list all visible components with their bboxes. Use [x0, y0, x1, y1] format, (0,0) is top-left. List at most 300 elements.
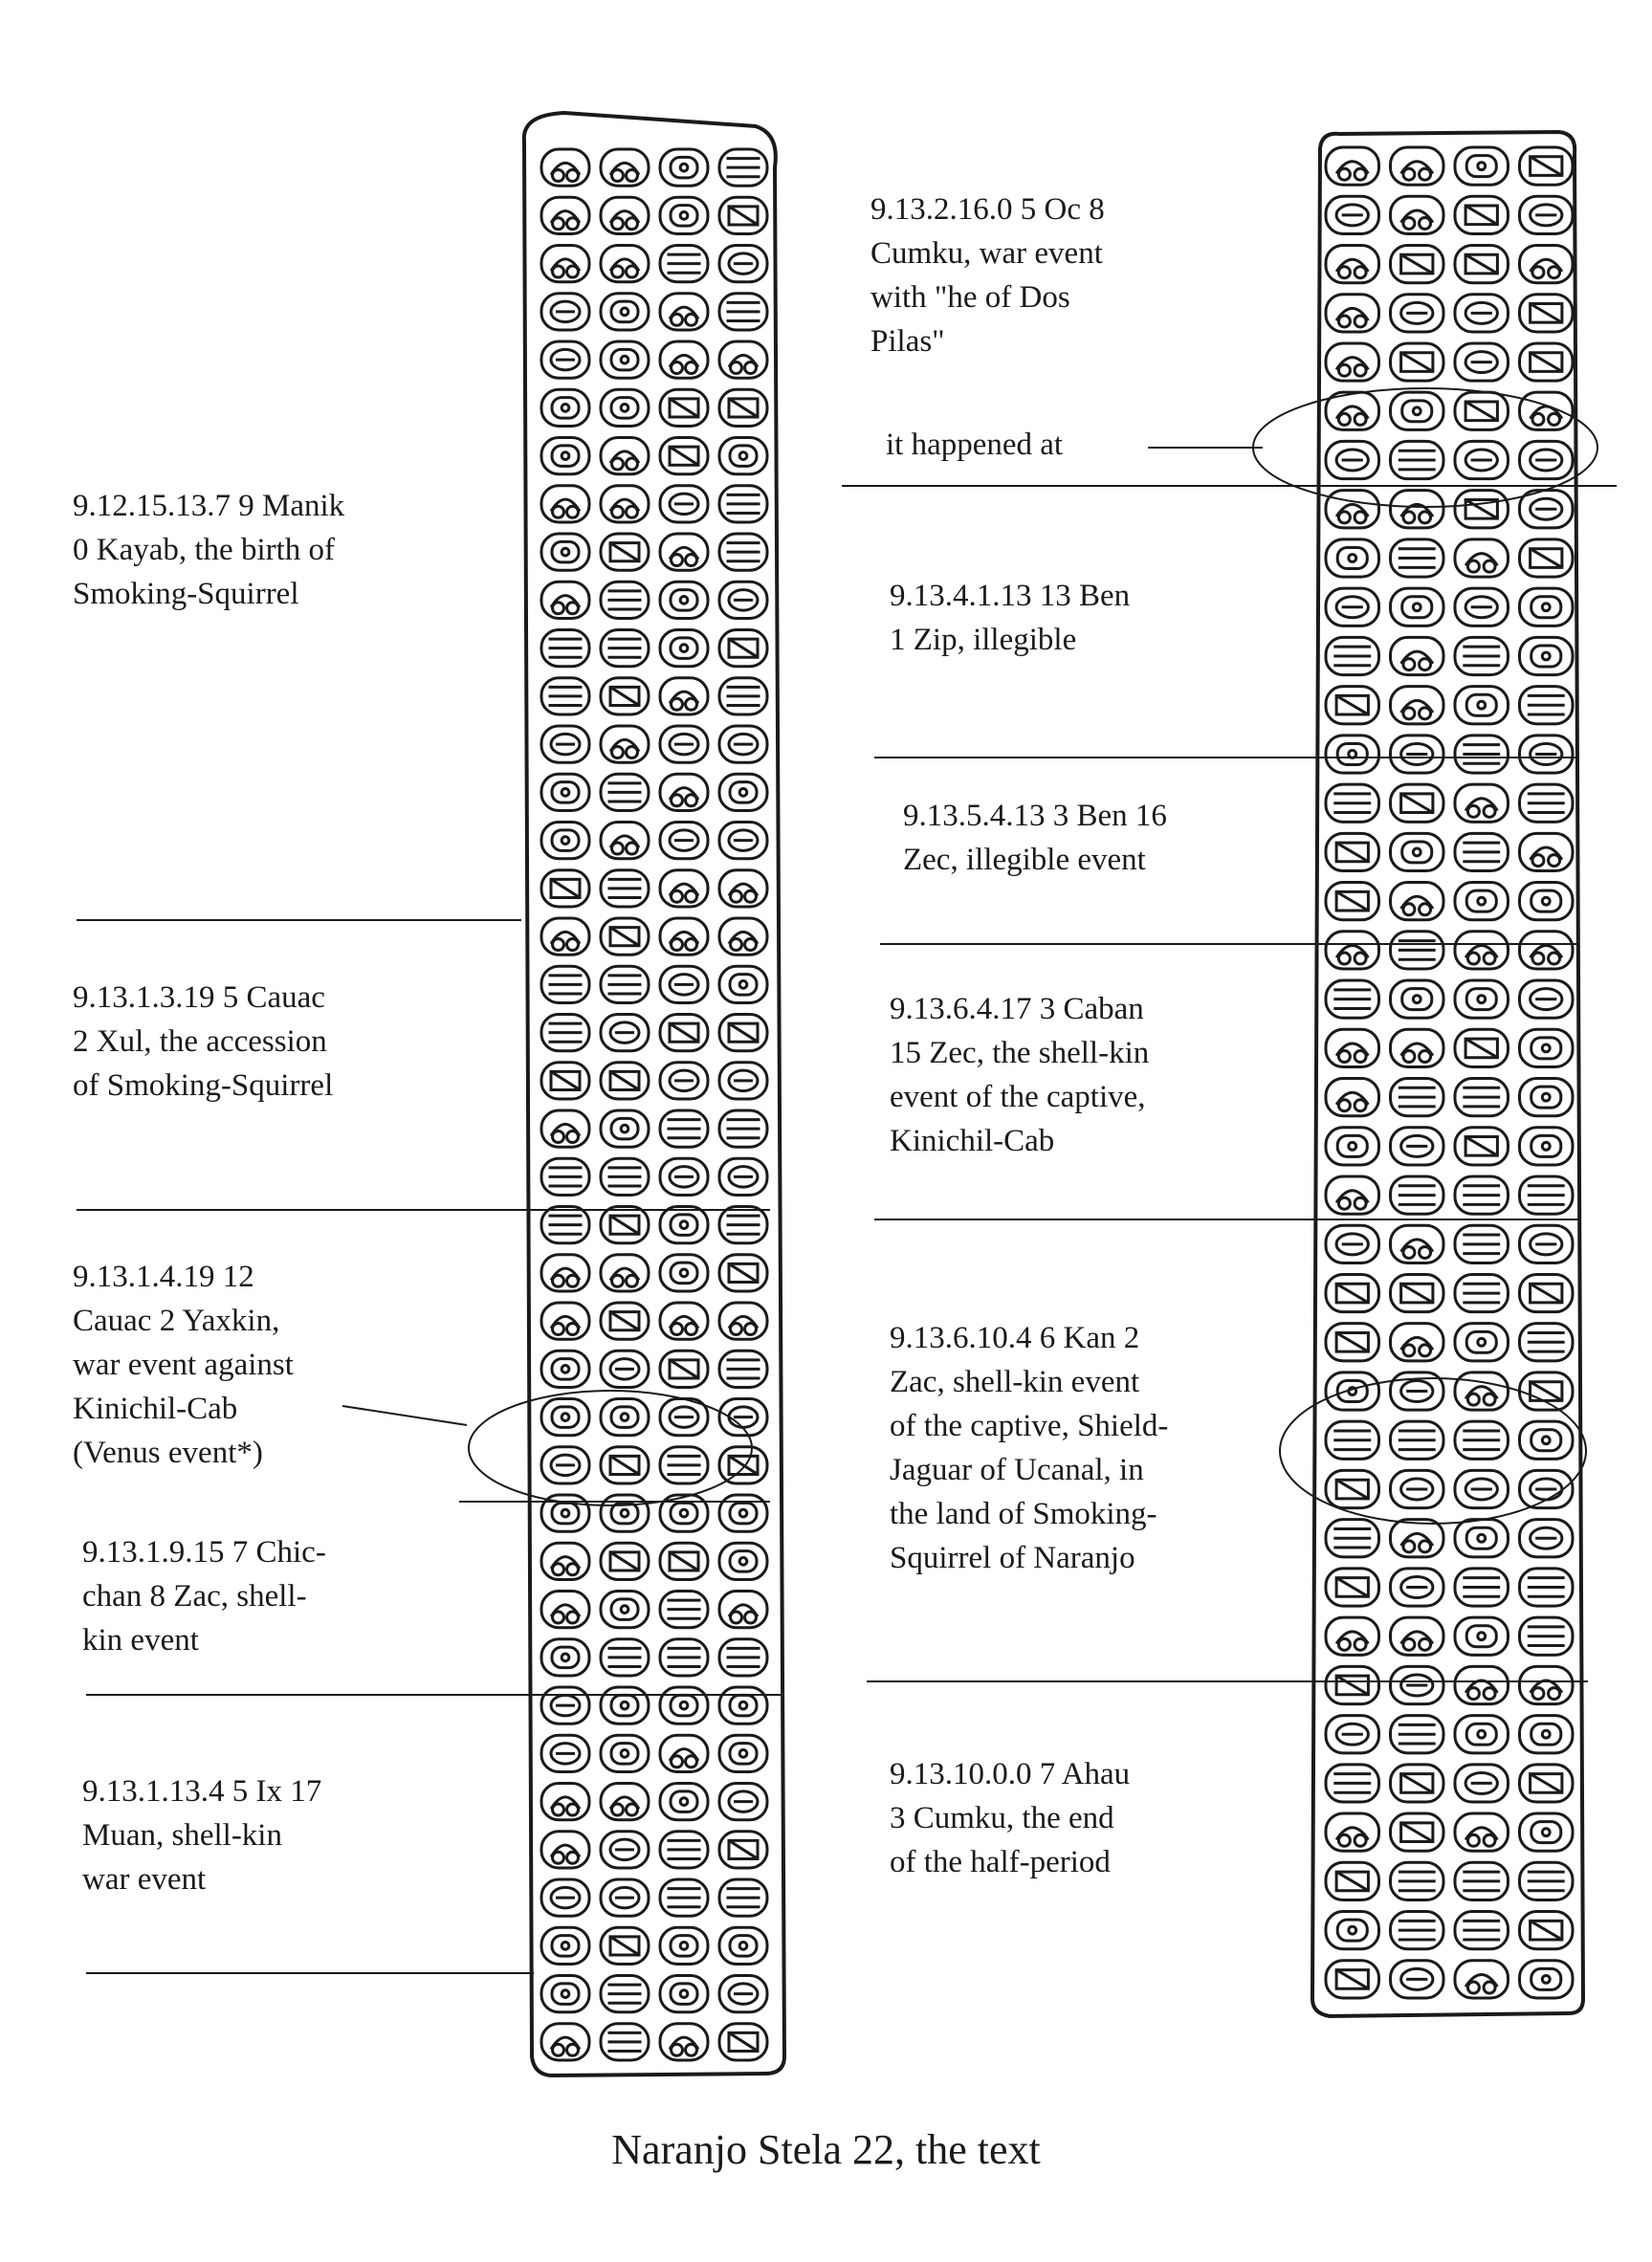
glyph-dot [1542, 604, 1550, 611]
glyph-dot [1403, 904, 1415, 915]
glyph-dot [1549, 855, 1560, 867]
glyph-block [719, 2024, 767, 2060]
glyph-inner-frame [1337, 548, 1367, 569]
glyph-block [601, 870, 649, 907]
glyph-block [660, 870, 708, 907]
glyph-curve [551, 1797, 580, 1809]
glyph-cartouche [660, 678, 708, 714]
glyph-diagonal [1531, 1774, 1562, 1793]
glyph-cartouche [601, 1110, 649, 1147]
glyph-cartouche [601, 149, 649, 186]
glyph-block [541, 341, 589, 378]
glyph-dot [562, 1654, 569, 1661]
glyph-dot [621, 356, 628, 363]
glyph-dot [739, 1509, 747, 1517]
glyph-block [601, 1687, 649, 1724]
glyph-block [1520, 245, 1574, 282]
glyph-dot [1478, 897, 1486, 905]
glyph-block [719, 1879, 767, 1916]
glyph-dot [1355, 953, 1366, 964]
glyph-inner-frame [552, 830, 579, 850]
glyph-block [601, 389, 649, 426]
glyph-dot [621, 1606, 628, 1614]
glyph-curve [1336, 1632, 1368, 1644]
glyph-block [1520, 637, 1574, 674]
glyph-block [601, 197, 649, 233]
glyph-block [1520, 1912, 1574, 1949]
glyph-cartouche [719, 1735, 767, 1771]
glyph-curve [610, 499, 639, 511]
glyph-diagonal [670, 1360, 698, 1378]
glyph-cartouche [719, 774, 767, 810]
glyph-block [601, 582, 649, 618]
glyph-block [660, 246, 708, 282]
glyph-cartouche [1391, 1617, 1444, 1655]
glyph-block [1391, 1813, 1444, 1851]
glyph-inner-frame [552, 1936, 579, 1956]
glyph-cartouche [601, 823, 649, 859]
glyph-diagonal [1401, 353, 1433, 372]
glyph-cartouche [601, 1687, 649, 1724]
glyph-curve [551, 1845, 580, 1856]
glyph-curve [1465, 1974, 1497, 1987]
glyph-block [601, 1735, 649, 1771]
glyph-dot [1403, 1541, 1415, 1552]
glyph-inner-frame [671, 638, 697, 658]
glyph-cartouche [541, 1110, 589, 1147]
glyph-dot [1355, 413, 1366, 425]
glyph-block [601, 246, 649, 282]
glyph-inner-frame [1531, 646, 1561, 667]
glyph-dot [553, 218, 564, 230]
glyph-cartouche [660, 1303, 708, 1339]
glyph-block [719, 726, 767, 762]
glyph-dot [562, 1414, 569, 1421]
glyph-block [1326, 1324, 1379, 1361]
glyph-dot [621, 308, 628, 316]
glyph-inner-frame [730, 1744, 757, 1764]
glyph-block [1520, 392, 1574, 429]
glyph-cartouche [541, 582, 589, 618]
glyph-dot [1349, 1142, 1356, 1150]
glyph-dot [612, 747, 624, 758]
glyph-block [1391, 784, 1444, 822]
glyph-cartouche [541, 1303, 589, 1339]
glyph-block [601, 486, 649, 522]
glyph-cartouche [541, 2024, 589, 2060]
glyph-curve [551, 596, 580, 607]
glyph-cartouche [1455, 784, 1509, 822]
glyph-block [1391, 343, 1444, 381]
glyph-block [1520, 687, 1574, 724]
glyph-curve [1531, 406, 1562, 419]
glyph-cartouche [660, 630, 708, 667]
glyph-block [1455, 1029, 1509, 1066]
glyph-dot [1484, 953, 1495, 964]
glyph-dot [739, 452, 747, 460]
glyph-dot [567, 1275, 579, 1286]
glyph-block [1520, 1765, 1574, 1802]
glyph-cartouche [601, 1255, 649, 1291]
glyph-cartouche [541, 1832, 589, 1868]
glyph-inner-frame [671, 1984, 697, 2004]
glyph-dot [553, 266, 564, 277]
glyph-block [660, 294, 708, 330]
glyph-cartouche [541, 1592, 589, 1628]
glyph-cartouche [1326, 1128, 1379, 1165]
glyph-cartouche [601, 1399, 649, 1436]
glyph-block [1455, 1225, 1509, 1263]
glyph-block [1455, 245, 1509, 282]
glyph-block [541, 678, 589, 714]
glyph-inner-frame [671, 1215, 697, 1235]
glyph-dot [672, 314, 683, 325]
glyph-dot [1355, 1197, 1366, 1209]
glyph-curve [1336, 259, 1368, 272]
glyph-block [601, 966, 649, 1002]
glyph-cartouche [601, 294, 649, 330]
glyph-block [1520, 1176, 1574, 1214]
glyph-diagonal [1531, 549, 1562, 568]
glyph-inner-frame [1531, 1430, 1561, 1451]
glyph-block [1455, 196, 1509, 233]
glyph-block [719, 1927, 767, 1964]
glyph-dot [1413, 407, 1421, 415]
glyph-block [1455, 1128, 1509, 1165]
glyph-dot [553, 1852, 564, 1863]
glyph-block [719, 341, 767, 378]
glyph-cartouche [660, 582, 708, 618]
glyph-block [1520, 588, 1574, 626]
glyph-dot [553, 1275, 564, 1286]
glyph-inner-frame [730, 1936, 757, 1956]
glyph-dot [1349, 555, 1356, 562]
glyph-dot [553, 1612, 564, 1623]
glyph-block [541, 486, 589, 522]
glyph-dot [672, 1324, 683, 1335]
glyph-dot [672, 890, 683, 902]
glyph-block [660, 2024, 708, 2060]
glyph-dot [1478, 163, 1486, 170]
glyph-block [660, 823, 708, 859]
glyph-dot [672, 939, 683, 951]
glyph-block [1455, 343, 1509, 381]
glyph-block [601, 1158, 649, 1195]
glyph-block [601, 1399, 649, 1436]
glyph-dot [1478, 996, 1486, 1003]
glyph-dot [680, 597, 688, 604]
glyph-cartouche [541, 246, 589, 282]
glyph-curve [729, 1316, 758, 1328]
glyph-diagonal [1336, 1970, 1368, 1989]
glyph-cartouche [1520, 1421, 1574, 1459]
glyph-cartouche [1326, 736, 1379, 773]
glyph-dot [672, 698, 683, 710]
glyph-cartouche [1455, 1520, 1509, 1557]
glyph-inner-frame [1531, 890, 1561, 911]
glyph-dot [1420, 659, 1431, 670]
glyph-block [541, 246, 589, 282]
glyph-curve [1401, 1240, 1433, 1252]
glyph-block [1455, 147, 1509, 185]
glyph-block [1326, 1617, 1379, 1655]
glyph-cartouche [660, 1207, 708, 1243]
glyph-dot [686, 2044, 697, 2055]
glyph-inner-frame [1466, 694, 1496, 715]
glyph-block [1391, 1274, 1444, 1311]
glyph-block [1326, 1421, 1379, 1459]
glyph-block [1326, 1128, 1379, 1165]
figure-caption: Naranjo Stela 22, the text [611, 2126, 1041, 2173]
glyph-inner-frame [1337, 1381, 1367, 1402]
glyph-curve [551, 1557, 580, 1569]
glyph-cartouche [660, 1255, 708, 1291]
glyph-block [660, 1303, 708, 1339]
annotation-captive-shield-jaguar: 9.13.6.10.4 6 Kan 2 Zac, shell-kin event of the captive, Shield- Jaguar of Ucanal, in the land of Smoking- Squirrel of Naranjo [890, 1321, 1169, 1575]
glyph-cartouche [1326, 932, 1379, 969]
glyph-curve [551, 163, 580, 174]
glyph-block [719, 1110, 767, 1147]
glyph-inner-frame [671, 1936, 697, 1956]
glyph-block [541, 2024, 589, 2060]
glyph-curve [551, 1124, 580, 1135]
glyph-dot [567, 939, 579, 951]
glyph-diagonal [610, 1552, 639, 1570]
glyph-block [719, 1063, 767, 1099]
glyph-diagonal [551, 879, 580, 897]
glyph-dot [680, 1990, 688, 1998]
glyph-block [1391, 1666, 1444, 1703]
glyph-inner-frame [1402, 597, 1432, 618]
glyph-cartouche [1391, 637, 1444, 674]
glyph-block [719, 1351, 767, 1387]
glyph-cartouche [660, 1927, 708, 1964]
glyph-block [1455, 784, 1509, 822]
glyph-cartouche [1391, 1029, 1444, 1066]
glyph-block [1326, 1716, 1379, 1753]
glyph-cartouche [1326, 245, 1379, 282]
glyph-dot [553, 603, 564, 614]
glyph-dot [680, 1221, 688, 1229]
glyph-block [1326, 1666, 1379, 1703]
glyph-block [1326, 1225, 1379, 1263]
glyph-dot [621, 1750, 628, 1758]
glyph-dot [621, 1702, 628, 1709]
glyph-cartouche [1520, 1128, 1574, 1165]
glyph-curve [1401, 162, 1433, 174]
glyph-diagonal [610, 1216, 639, 1234]
glyph-block [541, 966, 589, 1002]
glyph-block [660, 1784, 708, 1820]
glyph-diagonal [1336, 1578, 1368, 1597]
glyph-block [719, 1687, 767, 1724]
glyph-dot [627, 1804, 638, 1815]
annotation-illegible-zec: 9.13.5.4.13 3 Ben 16 Zec, illegible event [903, 799, 1167, 877]
glyph-block [541, 1735, 589, 1771]
glyph-block [1391, 1569, 1444, 1606]
glyph-block [1391, 1225, 1444, 1263]
glyph-dot [612, 170, 624, 182]
glyph-block [1455, 1961, 1509, 1998]
glyph-cartouche [719, 341, 767, 378]
glyph-block [1326, 1569, 1379, 1606]
glyph-cartouche [541, 1351, 589, 1387]
glyph-dot [553, 1564, 564, 1575]
glyph-dot [1542, 1044, 1550, 1052]
glyph-dot [1542, 1975, 1550, 1983]
glyph-curve [670, 932, 698, 943]
glyph-block [1391, 147, 1444, 185]
glyph-dot [1542, 1829, 1550, 1836]
glyph-diagonal [610, 687, 639, 705]
glyph-inner-frame [730, 1695, 757, 1715]
glyph-cartouche [1326, 1176, 1379, 1214]
glyph-block [660, 1063, 708, 1099]
glyph-dot [1355, 512, 1366, 523]
glyph-block [1391, 392, 1444, 429]
glyph-inner-frame [552, 1984, 579, 2004]
glyph-diagonal [1531, 1382, 1562, 1401]
glyph-block [660, 1832, 708, 1868]
glyph-block [660, 486, 708, 522]
glyph-dot [686, 555, 697, 566]
glyph-cartouche [1326, 1079, 1379, 1116]
glyph-curve [610, 1268, 639, 1280]
glyph-inner-frame [552, 398, 579, 418]
glyph-diagonal [1401, 1284, 1433, 1303]
glyph-dot [562, 405, 569, 412]
glyph-inner-frame [1337, 743, 1367, 764]
glyph-dot [553, 1324, 564, 1335]
glyph-inner-frame [611, 398, 638, 418]
glyph-dot [1478, 1338, 1486, 1346]
glyph-diagonal [1336, 695, 1368, 714]
glyph-dot [562, 452, 569, 460]
glyph-diagonal [610, 1312, 639, 1330]
glyph-block [541, 1158, 589, 1195]
glyph-block [1455, 1765, 1509, 1802]
glyph-block [601, 1927, 649, 1964]
glyph-curve [551, 259, 580, 271]
glyph-block [719, 966, 767, 1002]
glyph-block [660, 918, 708, 955]
glyph-block [1520, 1666, 1574, 1703]
glyph-inner-frame [1531, 1968, 1561, 1989]
glyph-curve [1401, 1043, 1433, 1056]
glyph-dot [562, 548, 569, 556]
glyph-block [1455, 1373, 1509, 1410]
glyph-cartouche [660, 1735, 708, 1771]
glyph-block [1455, 1079, 1509, 1116]
glyph-block [660, 678, 708, 714]
glyph-block [719, 1303, 767, 1339]
glyph-cartouche [1391, 833, 1444, 870]
glyph-cartouche [1391, 687, 1444, 724]
glyph-curve [551, 1268, 580, 1280]
glyph-cartouche [1520, 1029, 1574, 1066]
glyph-block [719, 823, 767, 859]
glyph-cartouche [719, 918, 767, 955]
glyph-curve [610, 1797, 639, 1809]
glyph-inner-frame [611, 1599, 638, 1619]
glyph-cartouche [1455, 1373, 1509, 1410]
glyph-curve [1336, 1191, 1368, 1203]
glyph-block [601, 1543, 649, 1579]
glyph-dot [1467, 1834, 1479, 1846]
glyph-dot [680, 645, 688, 652]
glyph-inner-frame [671, 590, 697, 610]
glyph-block [1520, 343, 1574, 381]
glyph-inner-frame [671, 157, 697, 177]
glyph-diagonal [610, 1456, 639, 1474]
glyph-cartouche [1455, 1324, 1509, 1361]
glyph-dot [1420, 904, 1431, 915]
glyph-dot [1420, 1051, 1431, 1063]
glyph-cartouche [719, 1495, 767, 1531]
glyph-block [1520, 147, 1574, 185]
glyph-block [541, 1399, 589, 1436]
glyph-dot [1484, 1834, 1495, 1846]
glyph-dot [1420, 512, 1431, 523]
glyph-diagonal [610, 1937, 639, 1955]
glyph-block [1391, 441, 1444, 478]
glyph-block [1391, 1520, 1444, 1557]
glyph-curve [1401, 651, 1433, 664]
glyph-block [660, 630, 708, 667]
glyph-curve [551, 932, 580, 943]
glyph-curve [551, 1605, 580, 1616]
glyph-dot [1355, 267, 1366, 278]
glyph-dot [686, 698, 697, 710]
glyph-inner-frame [611, 1407, 638, 1427]
glyph-diagonal [1401, 794, 1433, 813]
glyph-block [1326, 1813, 1379, 1851]
glyph-block [601, 630, 649, 667]
glyph-inner-frame [1531, 1822, 1561, 1843]
glyph-block [719, 1207, 767, 1243]
glyph-block [541, 534, 589, 570]
glyph-cartouche [719, 1303, 767, 1339]
glyph-dot [739, 1558, 747, 1566]
event-separator-lines [77, 448, 1617, 1973]
glyph-dot [627, 506, 638, 517]
glyph-dot [562, 1509, 569, 1517]
glyph-cartouche [1391, 883, 1444, 920]
glyph-block [1391, 1912, 1444, 1949]
glyph-block [1391, 687, 1444, 724]
glyph-cartouche [1455, 932, 1509, 969]
glyph-dot [1467, 1688, 1479, 1700]
glyph-block [1520, 833, 1574, 870]
glyph-diagonal [1336, 1872, 1368, 1891]
glyph-cartouche [1326, 147, 1379, 185]
glyph-dot [1403, 1246, 1415, 1258]
glyph-block [1326, 295, 1379, 332]
glyph-block [601, 294, 649, 330]
glyph-block [1326, 1520, 1379, 1557]
glyph-block [1455, 1470, 1509, 1507]
glyph-dot [1542, 652, 1550, 660]
glyph-diagonal [1531, 1921, 1562, 1940]
glyph-block [541, 774, 589, 810]
glyph-block [601, 1063, 649, 1099]
glyph-inner-frame [1531, 1724, 1561, 1745]
glyph-dot [1420, 1246, 1431, 1258]
glyph-block [601, 149, 649, 186]
glyph-dot [686, 890, 697, 902]
glyph-cartouche [1520, 1813, 1574, 1851]
glyph-block [541, 870, 589, 907]
